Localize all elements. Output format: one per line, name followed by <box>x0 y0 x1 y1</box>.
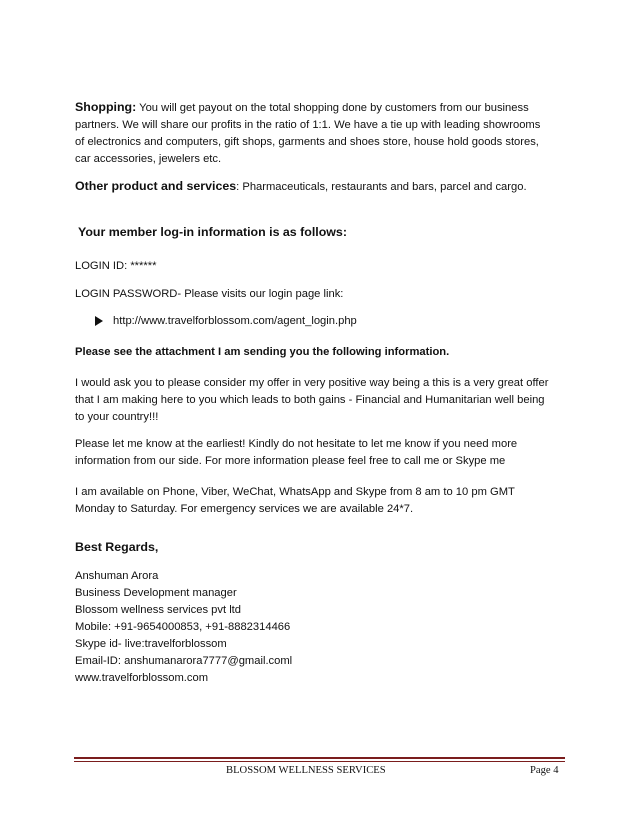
attachment-note-block <box>75 344 565 361</box>
login-link[interactable]: http://www.travelforblossom.com/agent_login.php <box>113 315 357 327</box>
login-link-bullet <box>95 315 357 327</box>
login-id: LOGIN ID: ****** <box>75 260 157 272</box>
arrow-bullet-icon <box>95 316 103 326</box>
signature-name: Anshuman Arora <box>75 570 159 582</box>
contact-line: Please let me know at the earliest! Kindly do not hesitate to let me know if you need more <box>75 438 518 450</box>
shopping-heading: Shopping: <box>75 100 137 114</box>
footer-company: BLOSSOM WELLNESS SERVICES <box>226 765 386 776</box>
contact-request-paragraph <box>75 436 565 470</box>
signature-website: www.travelforblossom.com <box>75 672 209 684</box>
shopping-paragraph <box>75 99 565 168</box>
signature-title: Business Development manager <box>75 587 237 599</box>
signature-block <box>75 568 565 687</box>
login-heading: Your member log-in information is as follows: <box>78 225 347 239</box>
availability-paragraph <box>75 484 565 518</box>
login-heading-block <box>78 224 568 241</box>
login-id-block <box>75 258 565 275</box>
offer-line: that I am making here to you which leads to both gains - Financial and Humanitarian well being <box>75 394 545 406</box>
signature-mobile: Mobile: +91-9654000853, +91-8882314466 <box>75 621 291 633</box>
availability-line: Monday to Saturday. For emergency services we are available 24*7. <box>75 503 414 515</box>
signature-company: Blossom wellness services pvt ltd <box>75 604 242 616</box>
other-products-heading: Other product and services <box>75 179 237 193</box>
other-products-paragraph <box>75 178 565 196</box>
login-password-line: LOGIN PASSWORD- Please visits our login page link: <box>75 288 344 300</box>
footer-divider-thin <box>74 761 565 762</box>
shopping-line: You will get payout on the total shopping done by customers from our business <box>136 102 529 114</box>
closing-block <box>75 539 565 556</box>
contact-line: information from our side. For more information please feel free to call me or Skype me <box>75 455 506 467</box>
login-password-block <box>75 286 565 303</box>
footer-divider <box>74 757 565 759</box>
shopping-line: car accessories, jewelers etc. <box>75 153 222 165</box>
availability-line: I am available on Phone, Viber, WeChat, WhatsApp and Skype from 8 am to 10 pm GMT <box>75 486 515 498</box>
signature-skype: Skype id- live:travelforblossom <box>75 638 227 650</box>
offer-line: to your country!!! <box>75 411 159 423</box>
signature-email: Email-ID: anshumanarora7777@gmail.coml <box>75 655 293 667</box>
offer-paragraph <box>75 375 565 426</box>
closing-text: Best Regards, <box>75 540 159 554</box>
shopping-line: of electronics and computers, gift shops, garments and shoes store, house hold goods stores, <box>75 136 539 148</box>
footer-page-number: Page 4 <box>530 765 559 776</box>
shopping-line: partners. We will share our profits in the ratio of 1:1. We have a tie up with leading showrooms <box>75 119 541 131</box>
offer-line: I would ask you to please consider my offer in very positive way being a this is a very great offer <box>75 377 549 389</box>
other-products-text: : Pharmaceuticals, restaurants and bars, parcel and cargo. <box>236 181 527 193</box>
attachment-note: Please see the attachment I am sending you the following information. <box>75 346 450 358</box>
